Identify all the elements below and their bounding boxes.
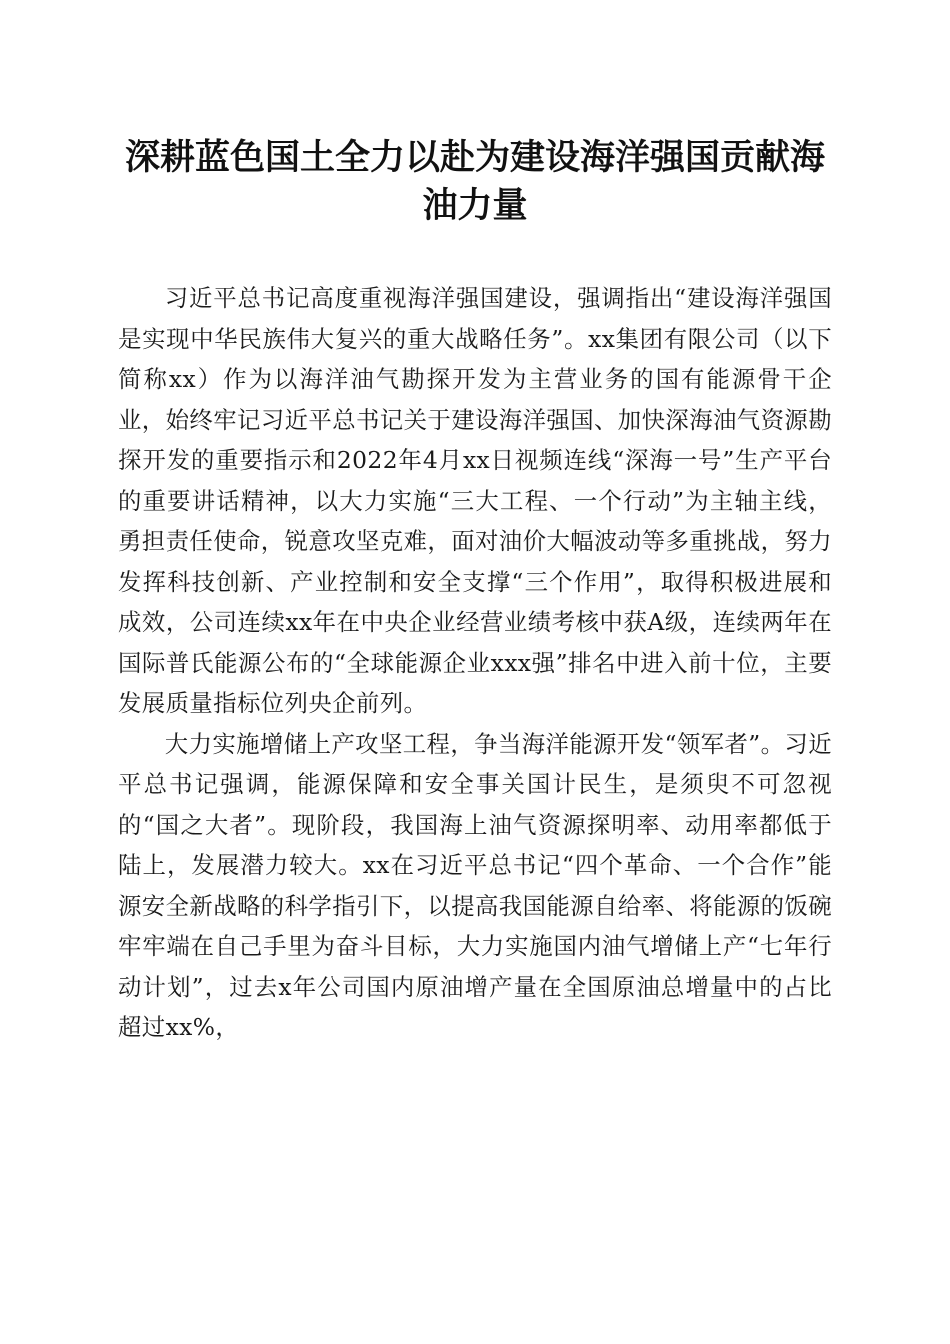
document-body [118,278,832,1048]
paragraph-reserves-production: 大力实施增储上产攻坚工程，争当海洋能源开发“领军者”。习近平总书记强调，能源保障和安全事关国计民生，是须臾不可忽视的“国之大者”。现阶段，我国海上油气资源探明率、动用率都低于陆上，发展潜力较大。xx在习近平总书记“四个革命、一个合作”能源安全新战略的科学指引下，以提高我国能源自给率、将能源的饭碗牢牢端在自己手里为奋斗目标，大力实施国内油气增储上产“七年行动计划”，过去x年公司国内原油增产量在全国原油总增量中的占比超过xx%， [118,729,832,1041]
paragraph-intro: 习近平总书记高度重视海洋强国建设，强调指出“建设海洋强国是实现中华民族伟大复兴的重大战略任务”。xx集团有限公司（以下简称xx）作为以海洋油气勘探开发为主营业务的国有能源骨干企业，始终牢记习近平总书记关于建设海洋强国、加快深海油气资源勘探开发的重要指示和2022年4月xx日视频连线“深海一号”生产平台的重要讲话精神，以大力实施“三大工程、一个行动”为主轴主线，勇担责任使命，锐意攻坚克难，面对油价大幅波动等多重挑战，努力发挥科技创新、产业控制和安全支撑“三个作用”，取得积极进展和成效，公司连续xx年在中央企业经营业绩考核中获A级，连续两年在国际普氏能源公布的“全球能源企业xxx强”排名中进入前十位，主要发展质量指标位列央企前列。 [118,284,832,717]
document-title: 深耕蓝色国土全力以赴为建设海洋强国贡献海油力量 [124,137,825,226]
